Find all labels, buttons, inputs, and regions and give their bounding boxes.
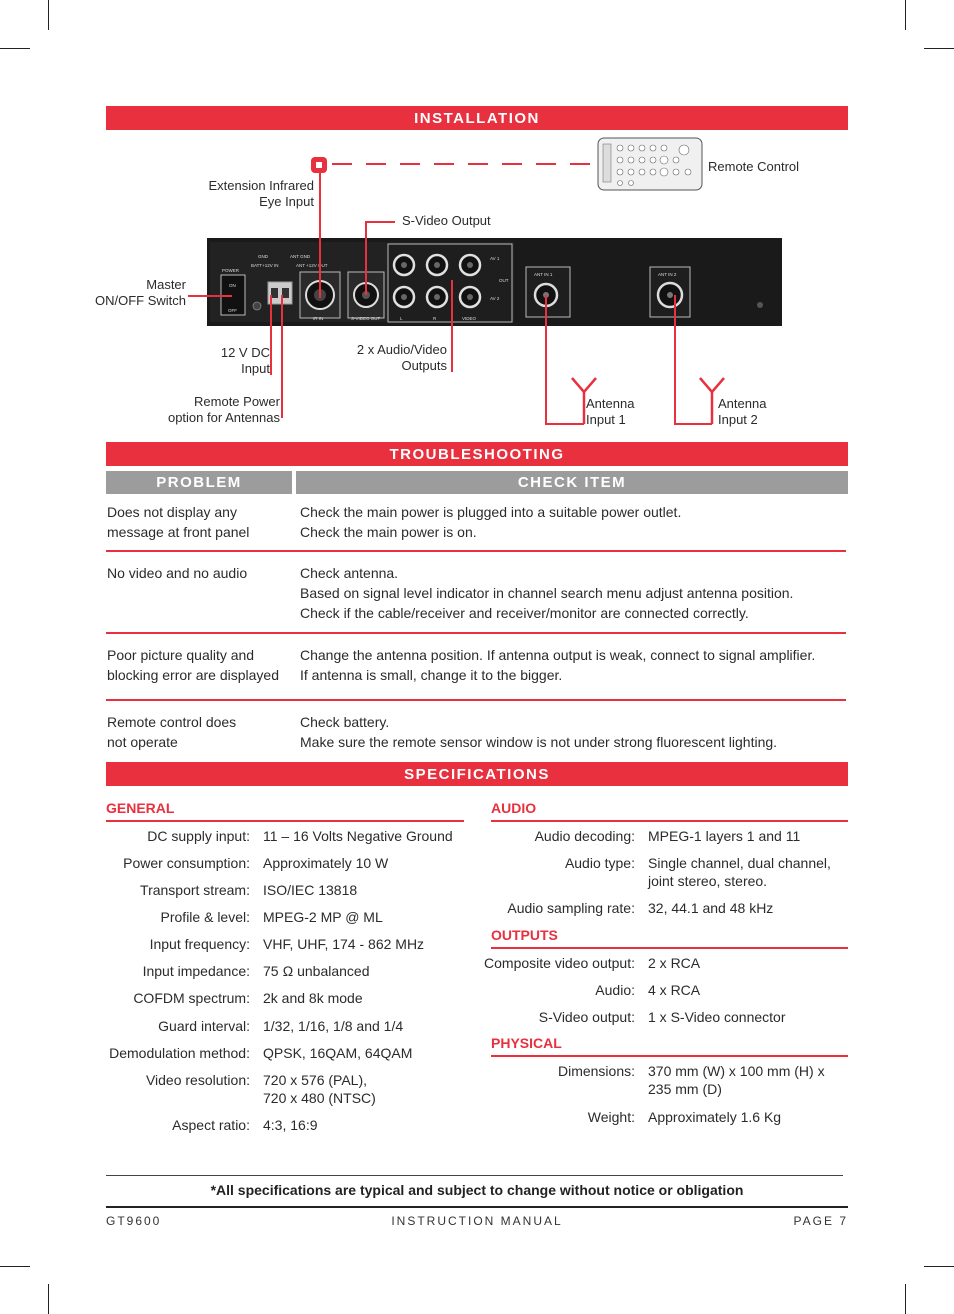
ts-problem-4: Remote control does not operate [107, 714, 237, 750]
check-item-column-header: CHECK ITEM [296, 471, 848, 494]
spec-key: Dimensions: [557, 1063, 635, 1079]
spec-key: DC supply input: [147, 828, 250, 844]
spec-key: Profile & level: [160, 909, 250, 925]
ts-problem-1: Does not display any message at front panel [107, 504, 250, 540]
spec-key: Input impedance: [142, 963, 250, 979]
panel-label-out: OUT [499, 278, 509, 283]
label-antenna-1: Antenna Input 1 [586, 396, 635, 427]
label-remote-control: Remote Control [708, 159, 800, 174]
spec-value: 4 x RCA [648, 982, 701, 998]
remote-control-icon [598, 138, 702, 190]
divider [106, 1206, 848, 1208]
panel-label-svideo: S-VIDEO OUT [351, 316, 381, 321]
spec-value: 11 – 16 Volts Negative Ground [263, 828, 453, 844]
spec-key: Audio: [595, 982, 635, 998]
panel-label-irin: IR IN [313, 316, 324, 321]
panel-label-l: L [400, 316, 403, 321]
panel-label-on: ON [229, 283, 236, 288]
physical-heading: PHYSICAL [491, 1035, 562, 1051]
spec-value: MPEG-2 MP @ ML [263, 909, 383, 925]
label-av-outputs: 2 x Audio/Video Outputs [356, 342, 447, 373]
divider [106, 820, 464, 822]
spec-key: Composite video output: [484, 955, 635, 971]
footer-page: PAGE 7 [793, 1214, 848, 1228]
general-heading: GENERAL [106, 800, 175, 816]
panel-label-r: R [433, 316, 437, 321]
spec-key: Audio decoding: [534, 828, 635, 844]
panel-label-off: OFF [228, 308, 237, 313]
panel-label-video: VIDEO [462, 316, 477, 321]
crop-mark [48, 0, 49, 30]
spec-value: Approximately 10 W [263, 855, 389, 871]
spec-value: MPEG-1 layers 1 and 11 [648, 828, 801, 844]
divider [106, 550, 846, 552]
spec-key: Aspect ratio: [172, 1117, 250, 1133]
spec-value: 1 x S-Video connector [648, 1009, 786, 1025]
label-ext-ir: Extension Infrared Eye Input [208, 178, 314, 209]
footer-model: GT9600 [106, 1214, 162, 1228]
divider [106, 632, 846, 634]
specifications-footnote: *All specifications are typical and subject to change without notice or obligation [210, 1182, 744, 1198]
crop-mark [905, 0, 906, 30]
panel-label-ant2: ANT IN 2 [658, 272, 677, 277]
spec-key: Audio sampling rate: [507, 900, 635, 916]
divider [491, 1055, 848, 1057]
ts-problem-2: No video and no audio [107, 565, 248, 581]
spec-value: Approximately 1.6 Kg [648, 1109, 782, 1125]
crop-mark [48, 1284, 49, 1314]
panel-label-ant-out: ANT +12V OUT [296, 263, 328, 268]
spec-key: Input frequency: [149, 936, 250, 952]
ts-check-2: Check antenna. Based on signal level indicator in channel search menu adjust antenna position. Check if the cable/receiver and receiver/monitor are connected correctly. [300, 565, 794, 621]
crop-mark [924, 48, 954, 49]
panel-label-gnd: GND [258, 254, 268, 259]
panel-label-av2: AV 2 [490, 296, 500, 301]
specifications-banner: SPECIFICATIONS [106, 762, 848, 786]
spec-value: 32, 44.1 and 48 kHz [648, 900, 774, 916]
crop-mark [924, 1266, 954, 1267]
panel-label-batt: BATT+12V IN [251, 263, 279, 268]
spec-value: ISO/IEC 13818 [263, 882, 358, 898]
spec-value: 2k and 8k mode [263, 990, 363, 1006]
spec-key: Audio type: [564, 855, 635, 871]
panel-label-ant-gnd: ANT GND [290, 254, 311, 259]
spec-key: Demodulation method: [109, 1045, 250, 1061]
panel-label-av1: AV 1 [490, 256, 500, 261]
divider [106, 1175, 843, 1176]
ts-problem-3: Poor picture quality and blocking error are displayed [107, 647, 279, 683]
troubleshooting-banner: TROUBLESHOOTING [106, 442, 848, 466]
spec-key: Transport stream: [140, 882, 250, 898]
spec-value: 75 Ω unbalanced [263, 963, 370, 979]
footer-manual: INSTRUCTION MANUAL [391, 1214, 563, 1228]
spec-value: 1/32, 1/16, 1/8 and 1/4 [263, 1018, 404, 1034]
ts-check-3: Change the antenna position. If antenna output is weak, connect to signal amplifier. If antenna is small, change it to the bigger. [300, 647, 816, 683]
spec-value: 4:3, 16:9 [263, 1117, 318, 1133]
divider [491, 820, 848, 822]
label-antenna-2: Antenna Input 2 [718, 396, 767, 427]
outputs-heading: OUTPUTS [491, 927, 558, 943]
spec-key: COFDM spectrum: [133, 990, 250, 1006]
spec-value: QPSK, 16QAM, 64QAM [263, 1045, 413, 1061]
spec-value: Single channel, dual channel, joint stereo, stereo. [648, 855, 831, 889]
panel-label-ant1: ANT IN 1 [534, 272, 553, 277]
spec-key: Guard interval: [158, 1018, 250, 1034]
label-svideo-output: S-Video Output [402, 213, 491, 228]
label-remote-power: Remote Power option for Antennas [167, 394, 280, 425]
label-master-switch: Master ON/OFF Switch [94, 277, 186, 308]
ts-check-4: Check battery. Make sure the remote sensor window is not under strong fluorescent lighting. [300, 714, 778, 750]
divider [491, 947, 848, 949]
spec-value: 720 x 576 (PAL), 720 x 480 (NTSC) [263, 1072, 376, 1106]
divider [106, 699, 846, 701]
installation-banner: INSTALLATION [106, 106, 848, 130]
ts-check-1: Check the main power is plugged into a suitable power outlet. Check the main power is on. [300, 504, 682, 540]
spec-key: Weight: [587, 1109, 635, 1125]
spec-key: S-Video output: [538, 1009, 635, 1025]
crop-mark [0, 1266, 30, 1267]
label-dc-input: 12 V DC Input [220, 345, 270, 376]
spec-value: 370 mm (W) x 100 mm (H) x 235 mm (D) [648, 1063, 825, 1097]
crop-mark [905, 1284, 906, 1314]
audio-heading: AUDIO [491, 800, 537, 816]
spec-key: Power consumption: [123, 855, 250, 871]
crop-mark [0, 48, 30, 49]
panel-label-power: POWER [222, 268, 240, 273]
spec-key: Video resolution: [145, 1072, 250, 1088]
spec-value: 2 x RCA [648, 955, 701, 971]
problem-column-header: PROBLEM [106, 471, 292, 494]
receiver-back-panel [207, 238, 782, 326]
spec-value: VHF, UHF, 174 - 862 MHz [263, 936, 425, 952]
